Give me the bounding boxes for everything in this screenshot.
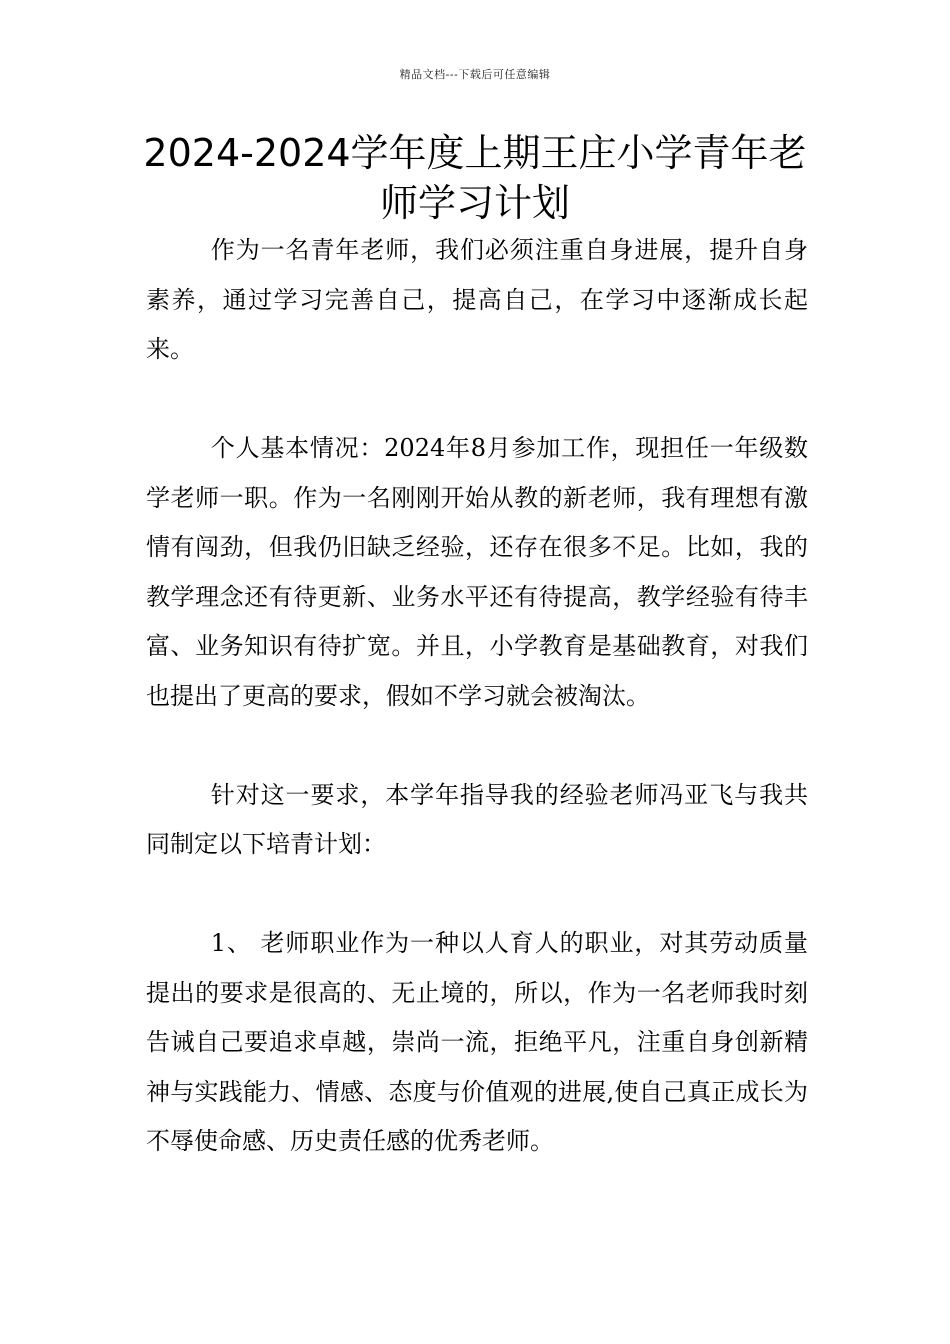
title-line-1: 2024-2024学年度上期王庄小学青年老 <box>143 131 807 175</box>
paragraph-personal-info: 个人基本情况：2024年8月参加工作，现担任一年级数学老师一职。作为一名刚刚开始从教的新老师，我有理想有激情有闯劲，但我仍旧缺乏经验，还存在很多不足。比如，我的教学理念还有待更新、业务水平还有待提高，教学经验有待丰富、业务知识有待扩宽。并且，小学教育是基础教育，对我们也提出了更高的要求，假如不学习就会被淘汰。 <box>146 434 808 710</box>
paragraph-gap <box>146 721 808 771</box>
document-body <box>146 226 808 1167</box>
header-note: 精品文档---下载后可任意编辑 <box>399 68 551 81</box>
paragraph-gap <box>146 870 808 920</box>
paragraph-gap <box>146 375 808 425</box>
paragraph-item-1: 1、 老师职业作为一种以人育人的职业，对其劳动质量提出的要求是很高的、无止境的，所以，作为一名老师我时刻告诫自己要追求卓越，崇尚一流，拒绝平凡，注重自身创新精神与实践能力、情感、态度与价值观的进展,使自己真正成长为不辱使命感、历史责任感的优秀老师。 <box>146 929 808 1155</box>
paragraph-plan-intro: 针对这一要求，本学年指导我的经验老师冯亚飞与我共同制定以下培青计划： <box>146 780 808 858</box>
paragraph-intro: 作为一名青年老师，我们必须注重自身进展，提升自身素养，通过学习完善自己，提高自己，在学习中逐渐成长起来。 <box>146 236 808 363</box>
document-title <box>130 128 820 228</box>
title-line-2: 师学习计划 <box>379 181 570 225</box>
